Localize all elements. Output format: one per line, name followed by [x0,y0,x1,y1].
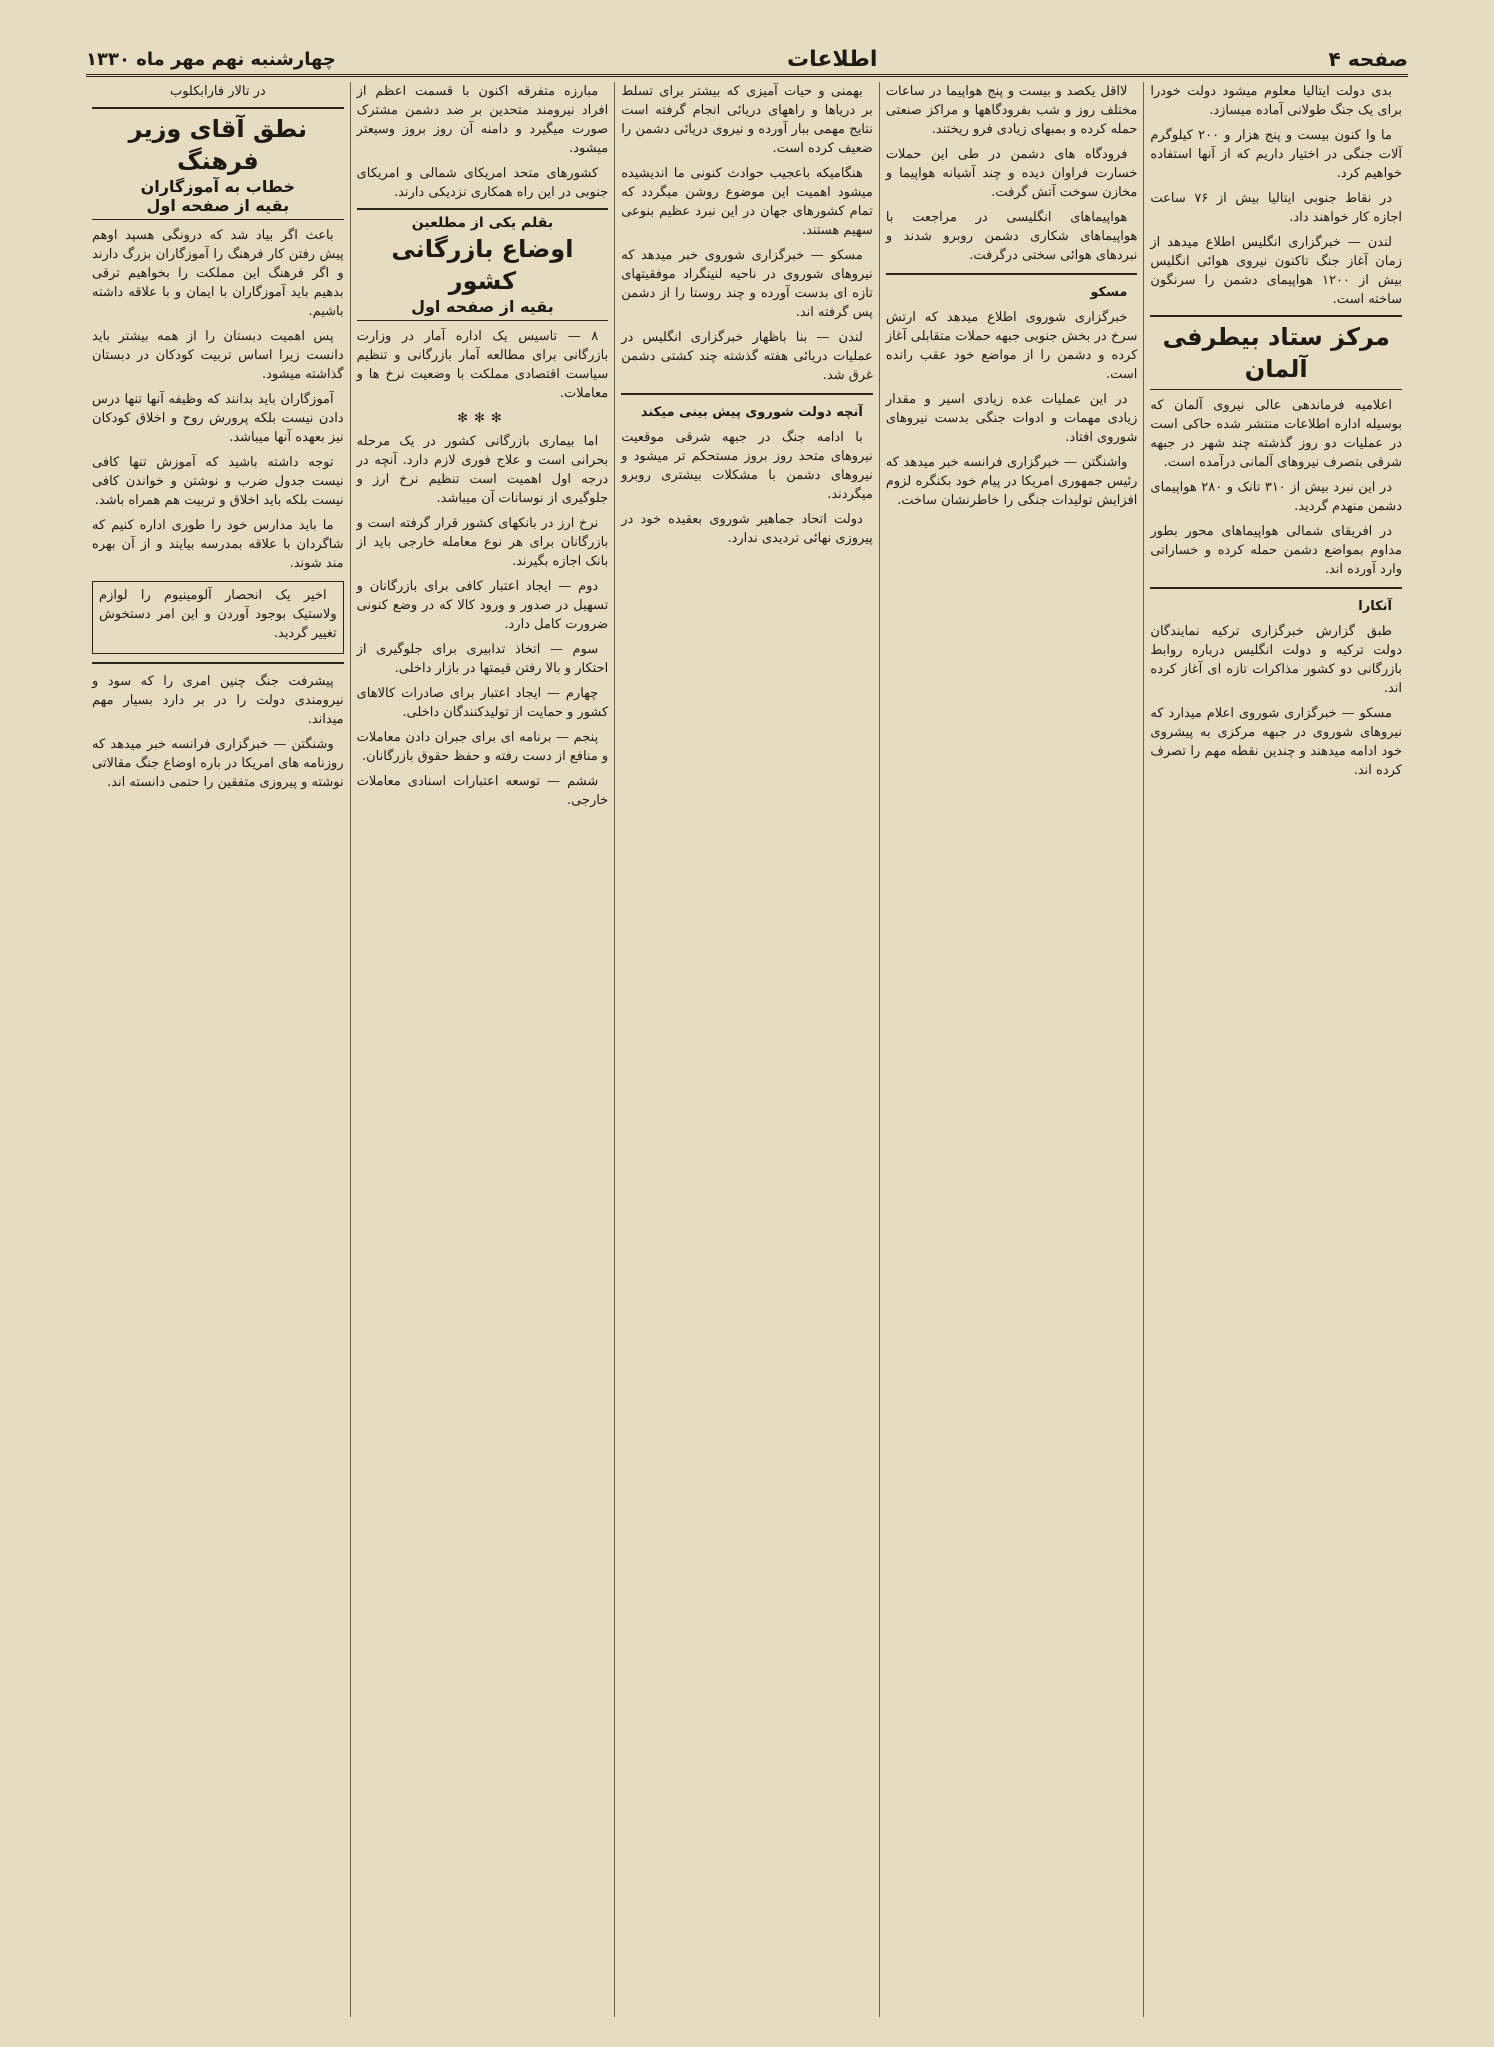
paragraph: در این نبرد بیش از ۳۱۰ تانک و ۲۸۰ هواپیمای دشمن منهدم گردید. [1150,480,1402,514]
paragraph: بدی دولت ایتالیا معلوم میشود دولت خودرا برای یک جنگ طولانی آماده میسازد. [1150,84,1402,118]
paragraph: ما باید مدارس خود را طوری اداره کنیم که شاگردان با علاقه بمدرسه بیایند و از آن بهره مند شوند. [92,518,344,571]
paragraph: مسکو — خبرگزاری شوروی اعلام میدارد که نیروهای شوروی در جبهه مرکزی به پیشروی خود ادامه میدهند و چندین نقطه مهم را تصرف کرده اند. [1150,706,1402,778]
paragraph: ما وا کنون بیست و پنج هزار و ۲۰۰ کیلوگرم آلات جنگی در اختیار داریم که از آنها استفاده خواهیم کرد. [1150,128,1402,181]
paragraph: واشنگتن — خبرگزاری فرانسه خبر میدهد که رئیس جمهوری امریکا در پیام خود بکنگره لزوم افزایش تولیدات جنگی را خاطرنشان ساخت. [885,455,1138,508]
paragraph: در نقاط جنوبی ایتالیا بیش از ۷۶ ساعت اجازه کار خواهند داد. [1150,191,1402,225]
paragraph: مسکو — خبرگزاری شوروی خبر میدهد که نیروهای شوروی در ناحیه لنینگراد موفقیتهای تازه ای بدست آورده و چند روستا را از دشمن پس گرفته اند. [621,248,873,320]
article-continuation: بقیه از صفحه اول [146,196,290,215]
column-4 [350,82,615,2017]
venue-line: در تالار فارابکلوب [169,84,266,99]
article-title: اوضاع بازرگانی کشور [391,235,574,295]
paragraph: لندن — بنا باظهار خبرگزاری انگلیس در عملیات دریائی هفته گذشته چند کشتی دشمن غرق شد. [621,330,873,383]
section-heading [1150,315,1402,390]
paragraph: چهارم — ایجاد اعتبار برای صادرات کالاهای کشور و حمایت از تولیدکنندگان داخلی. [356,686,609,720]
section-title: مرکز ستاد بیطرفی آلمان [1162,323,1390,383]
dateline: مسکو [1090,285,1128,300]
paragraph: دوم — ایجاد اعتبار کافی برای بازرگانان و تسهیل در صدور و ورود کالا که در وضع کنونی ضرورت کامل دارد. [356,579,609,632]
subheading: آنچه دولت شوروی پیش بینی میکند [640,405,863,420]
paragraph: کشورهای متحد امریکای شمالی و امریکای جنوبی در این راه همکاری نزدیکی دارند. [356,166,609,200]
paragraph: وشنگتن — خبرگزاری فرانسه خبر میدهد که روزنامه های امریکا در باره اوضاع جنگ مقالاتی نوشته و پیروزی متفقین را حتمی دانسته اند. [92,737,344,790]
paragraph: پس اهمیت دبستان را از همه بیشتر باید دانست زیرا اساس تربیت کودکان در دبستان گذاشته میشود. [92,329,344,382]
column-5 [86,82,350,2017]
paragraph: هنگامیکه باعجیب حوادث کنونی ما اندیشیده میشود اهمیت این موضوع روشن میگردد که تمام کشورهای جهان در این نبرد عظیم بنوعی سهیم هستند. [621,166,873,238]
paragraph: توجه داشته باشید که آموزش تنها کافی نیست جدول ضرب و نوشتن و خواندن کافی نیست بلکه باید اخلاق و تربیت هم همراه باشد. [92,455,344,508]
paragraph: پیشرفت جنگ چنین امری را که سود و نیرومندی دولت را در بر دارد بسیار مهم میداند. [92,674,344,727]
paragraph: لندن — خبرگزاری انگلیس اطلاع میدهد از زمان آغاز جنگ تاکنون نیروی هوائی انگلیس بیش از ۱۲۰۰ هواپیمای دشمن را سرنگون ساخته است. [1150,235,1402,307]
paragraph: در این عملیات عده زیادی اسیر و مقدار زیادی مهمات و ادوات جنگی بدست نیروهای شوروی افتاد. [885,392,1138,445]
article-subtitle: خطاب به آموزگاران [140,177,295,196]
paragraph: اعلامیه فرماندهی عالی نیروی آلمان که بوسیله اداره اطلاعات منتشر شده حاکی است در عملیات دو روز گذشته چند شهر در جبهه شرقی بتصرف نیروهای آلمانی درآمده است. [1150,398,1402,470]
issue-date: چهارشنبه نهم مهر ماه ۱۳۳۰ [86,48,336,70]
paragraph: فرودگاه های دشمن در طی این حملات خسارت فراوان دیده و چند آشیانه هواپیما و مخازن سوخت آتش گرفت. [885,147,1138,200]
paragraph: سوم — اتخاذ تدابیری برای جلوگیری از احتکار و بالا رفتن قیمتها در بازار داخلی. [356,642,609,676]
column-2 [879,82,1144,2017]
paragraph: پنجم — برنامه ای برای جبران دادن معاملات و منافع از دست رفته و حفظ حقوق بازرگانان. [356,730,609,764]
dateline: آنکارا [1358,599,1392,614]
paragraph: اما بیماری بازرگانی کشور در یک مرحله بحرانی است و علاج فوری لازم دارد. آنچه در درجه اول اهمیت است تنظیم نرخ ارز و جلوگیری از نوسانات آن میباشد. [356,434,609,506]
paragraph: ششم — توسعه اعتبارات اسنادی معاملات خارجی. [356,774,609,808]
page-number: صفحه ۴ [1328,47,1408,71]
columns [86,82,1408,2017]
paragraph: طبق گزارش خبرگزاری ترکیه نمایندگان دولت ترکیه و دولت انگلیس درباره روابط بازرگانی دو کشور مذاکرات تازه ای آغاز کرده اند. [1150,624,1402,696]
paragraph: اخیر یک انحصار آلومینیوم را لوازم ولاستیک بوجود آوردن و این امر دستخوش تغییر گردید. [99,588,337,641]
column-1 [1143,82,1408,2017]
divider [621,393,873,395]
article-continuation: بقیه از صفحه اول [411,297,554,316]
paragraph: نرخ ارز در بانکهای کشور قرار گرفته است و بازرگانان برای هر نوع معامله خارجی باید از بانک اجازه بگیرند. [356,516,609,569]
paragraph: با ادامه جنگ در جبهه شرقی موقعیت نیروهای متحد روز بروز مستحکم تر میشود و نیروهای دشمن با مشکلات بیشتری روبرو میگردند. [621,430,873,502]
paragraph: بهمنی و حیات آمیزی که بیشتر برای تسلط بر دریاها و راههای دریائی انجام گرفته است نتایج مهمی ببار آورده و نیروی دریائی دشمن را ضعیف کرده است. [621,84,873,156]
paragraph: دولت اتحاد جماهیر شوروی بعقیده خود در پیروزی نهائی تردیدی ندارد. [621,512,873,546]
divider [92,662,344,664]
paragraph: در افریقای شمالی هواپیماهای محور بطور مداوم بمواضع دشمن حمله کرده و خساراتی وارد آورده اند. [1150,524,1402,577]
article-heading [92,107,344,220]
paragraph: مبارزه متفرقه اکنون با قسمت اعظم از افراد نیرومند متحدین بر ضد دشمن مشترک صورت میگیرد و دامنه آن روز بروز وسیعتر میشود. [356,84,609,156]
newspaper-name: اطلاعات [787,46,878,72]
paragraph: باعث اگر بیاد شد که درونگی هسپد اوهم پیش رفتن کار فرهنگ را آموزگاران بزرگ دارند و اگر فرهنگ این مملکت را بخواهیم ترقی بدهیم باید آموزگاران با ایمان و با علاقه داشته باشیم. [92,228,344,319]
masthead [86,44,1408,77]
column-3 [614,82,879,2017]
article-kicker: بقلم یکی از مطلعین [411,215,554,231]
paragraph: ۸ — تاسیس یک اداره آمار در وزارت بازرگانی برای مطالعه آمار بازرگانی و تنظیم سیاست اقتصادی مملکت با وضعیت نرخ ها و معاملات. [356,329,609,401]
paragraph: لااقل یکصد و بیست و پنج هواپیما در ساعات مختلف روز و شب بفرودگاهها و مراکز صنعتی حمله کرده و بمبهای زیادی فرو ریختند. [885,84,1138,137]
divider [1150,587,1402,589]
article-heading [357,208,609,321]
news-box [92,581,344,654]
paragraph: خبرگزاری شوروی اطلاع میدهد که ارتش سرخ در بخش جنوبی جبهه حملات متقابلی آغاز کرده و دشمن را از مواضع خود عقب رانده است. [885,310,1138,382]
divider [886,273,1138,275]
paragraph: هواپیماهای انگلیسی در مراجعت با هواپیماهای شکاری دشمن روبرو شدند و نبردهای هوائی سختی درگرفت. [885,210,1138,263]
paragraph: آموزگاران باید بدانند که وظیفه آنها تنها درس دادن نیست بلکه پرورش روح و اخلاق کودکان نیز بعهده آنها میباشد. [92,392,344,445]
separator-ornament: ✻✻✻ [457,411,508,426]
article-title: نطق آقای وزیر فرهنگ [128,115,307,175]
